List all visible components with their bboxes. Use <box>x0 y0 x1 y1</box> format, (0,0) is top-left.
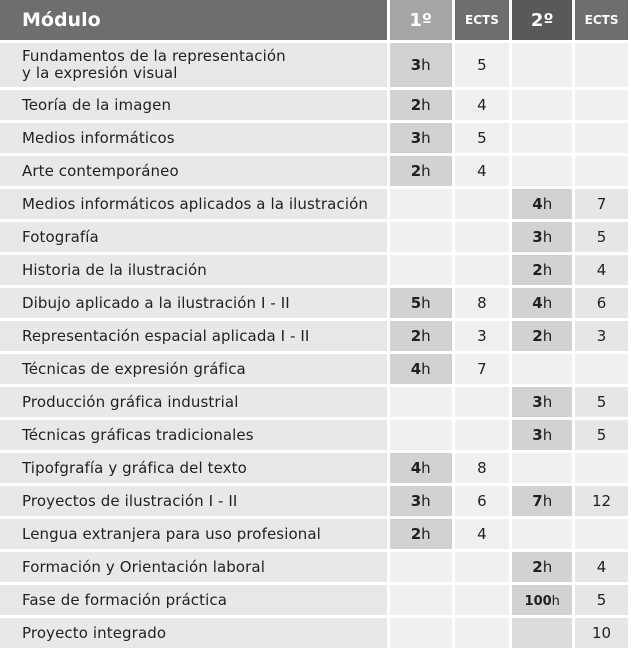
table-row <box>0 387 628 417</box>
module-name-line: Proyecto integrado <box>22 623 167 642</box>
year1-hours-value: 3 <box>410 492 422 510</box>
module-name-line: Teoría de la imagen <box>22 95 172 114</box>
year2-ects: 5 <box>575 222 628 252</box>
year1-hours-unit: h <box>421 492 431 510</box>
year1-hours-unit: h <box>421 129 431 147</box>
year1-hours-unit: h <box>421 162 431 180</box>
table-row <box>0 519 628 549</box>
year2-ects: 5 <box>575 420 628 450</box>
year1-hours <box>390 321 452 351</box>
year2-hours <box>512 43 572 87</box>
year1-hours <box>390 255 452 285</box>
year1-hours-value: 2 <box>410 162 422 180</box>
year2-ects <box>575 453 628 483</box>
year1-ects <box>455 585 510 615</box>
module-name-line: Producción gráfica industrial <box>22 392 239 411</box>
year2-ects: 12 <box>575 486 628 516</box>
header-year-1: 1º <box>390 0 452 40</box>
module-name-line: Medios informáticos aplicados a la ilustración <box>22 194 368 213</box>
year2-ects <box>575 43 628 87</box>
year1-hours-unit: h <box>421 56 431 74</box>
year1-hours <box>390 486 452 516</box>
year1-hours <box>390 222 452 252</box>
year1-hours <box>390 618 452 648</box>
module-name <box>0 222 387 252</box>
year2-hours-value: 7 <box>532 492 543 510</box>
header-module: Módulo <box>0 0 387 40</box>
year2-hours <box>512 189 572 219</box>
module-name-line: Técnicas de expresión gráfica <box>22 359 246 378</box>
table-row <box>0 618 628 648</box>
module-name <box>0 255 387 285</box>
year2-ects: 4 <box>575 552 628 582</box>
year2-hours <box>512 486 572 516</box>
table-row <box>0 156 628 186</box>
module-name <box>0 420 387 450</box>
year2-hours-unit: h <box>542 492 553 510</box>
year2-ects <box>575 90 628 120</box>
module-name <box>0 156 387 186</box>
year1-ects: 8 <box>455 288 510 318</box>
year2-hours <box>512 321 572 351</box>
year2-ects: 4 <box>575 255 628 285</box>
year1-ects <box>455 420 510 450</box>
module-name <box>0 288 387 318</box>
year1-hours <box>390 123 452 153</box>
year1-hours-unit: h <box>421 96 431 114</box>
year1-hours-unit: h <box>421 360 431 378</box>
table-row <box>0 90 628 120</box>
year1-hours <box>390 552 452 582</box>
year2-hours <box>512 585 572 615</box>
year1-hours <box>390 189 452 219</box>
module-name <box>0 585 387 615</box>
year2-hours-unit: h <box>542 294 553 312</box>
table-row <box>0 43 628 87</box>
year2-hours <box>512 519 572 549</box>
table-row <box>0 189 628 219</box>
year1-ects: 4 <box>455 156 510 186</box>
year2-hours-value: 100 <box>524 594 552 609</box>
year1-hours-unit: h <box>421 294 431 312</box>
year1-hours <box>390 387 452 417</box>
module-name <box>0 486 387 516</box>
year2-hours-unit: h <box>542 228 553 246</box>
year2-ects <box>575 123 628 153</box>
year2-hours-value: 2 <box>532 327 543 345</box>
year1-hours <box>390 288 452 318</box>
module-name <box>0 519 387 549</box>
year1-ects: 5 <box>455 43 510 87</box>
year2-hours-unit: h <box>551 594 560 609</box>
year1-hours-value: 5 <box>410 294 422 312</box>
module-name-line: Fotografía <box>22 227 99 246</box>
year2-hours-unit: h <box>542 558 553 576</box>
year2-hours-unit: h <box>542 261 553 279</box>
year1-hours <box>390 519 452 549</box>
year2-hours <box>512 552 572 582</box>
header-ects-1: ECTS <box>455 0 510 40</box>
year1-hours <box>390 585 452 615</box>
year1-hours-value: 2 <box>410 327 422 345</box>
year2-ects: 6 <box>575 288 628 318</box>
year2-hours <box>512 354 572 384</box>
year2-hours <box>512 255 572 285</box>
table-row <box>0 288 628 318</box>
module-name-line: Arte contemporáneo <box>22 161 179 180</box>
year2-hours <box>512 123 572 153</box>
module-name-line: Dibujo aplicado a la ilustración I - II <box>22 293 290 312</box>
year1-hours <box>390 420 452 450</box>
module-name-line: Medios informáticos <box>22 128 175 147</box>
year1-hours-unit: h <box>421 459 431 477</box>
year2-hours-value: 2 <box>532 261 543 279</box>
year2-hours-value: 3 <box>532 393 543 411</box>
year2-hours-unit: h <box>542 327 553 345</box>
year2-hours-unit: h <box>542 195 553 213</box>
table-row <box>0 354 628 384</box>
year2-hours-value: 3 <box>532 426 543 444</box>
table-row <box>0 222 628 252</box>
year2-hours-value: 4 <box>532 195 543 213</box>
module-name-line: y la expresión visual <box>22 64 178 82</box>
year1-hours-unit: h <box>421 525 431 543</box>
year2-ects: 5 <box>575 387 628 417</box>
year1-hours-value: 2 <box>410 96 422 114</box>
table-row <box>0 585 628 615</box>
table-row <box>0 123 628 153</box>
year1-hours <box>390 354 452 384</box>
year1-hours-value: 2 <box>410 525 422 543</box>
module-name-line: Fundamentos de la representación <box>22 47 286 65</box>
year1-hours <box>390 43 452 87</box>
module-name <box>0 552 387 582</box>
table-row <box>0 255 628 285</box>
module-name-line: Tipofgrafía y gráfica del texto <box>22 458 247 477</box>
year1-ects <box>455 189 510 219</box>
year2-hours-value: 3 <box>532 228 543 246</box>
year1-ects: 3 <box>455 321 510 351</box>
table-row <box>0 552 628 582</box>
module-name <box>0 189 387 219</box>
module-name <box>0 354 387 384</box>
year2-ects <box>575 519 628 549</box>
module-name <box>0 43 387 87</box>
module-name <box>0 321 387 351</box>
year1-ects: 5 <box>455 123 510 153</box>
year1-ects: 4 <box>455 519 510 549</box>
module-name-line: Representación espacial aplicada I - II <box>22 326 310 345</box>
module-name <box>0 90 387 120</box>
year2-hours <box>512 453 572 483</box>
module-name-line: Proyectos de ilustración I - II <box>22 491 238 510</box>
header-row <box>0 0 628 40</box>
module-name-line: Formación y Orientación laboral <box>22 557 265 576</box>
year1-hours <box>390 156 452 186</box>
year1-hours-value: 3 <box>410 129 422 147</box>
year2-hours-value: 2 <box>532 558 543 576</box>
year2-ects: 10 <box>575 618 628 648</box>
module-name-line: Técnicas gráficas tradicionales <box>22 425 254 444</box>
year2-hours-unit: h <box>542 393 553 411</box>
year2-hours <box>512 387 572 417</box>
year1-hours <box>390 90 452 120</box>
year2-ects: 5 <box>575 585 628 615</box>
year1-ects: 7 <box>455 354 510 384</box>
module-name <box>0 387 387 417</box>
table-row <box>0 486 628 516</box>
module-name <box>0 618 387 648</box>
year1-ects <box>455 387 510 417</box>
year2-ects: 3 <box>575 321 628 351</box>
year1-hours-unit: h <box>421 327 431 345</box>
header-year-2: 2º <box>512 0 572 40</box>
module-name <box>0 123 387 153</box>
year1-ects <box>455 618 510 648</box>
year1-ects: 6 <box>455 486 510 516</box>
year1-ects <box>455 552 510 582</box>
year2-hours <box>512 420 572 450</box>
year2-hours <box>512 288 572 318</box>
year1-hours-value: 4 <box>410 459 422 477</box>
year1-hours <box>390 453 452 483</box>
module-name-line: Fase de formación práctica <box>22 590 228 609</box>
year2-hours-value: 4 <box>532 294 543 312</box>
year1-ects <box>455 255 510 285</box>
module-name <box>0 453 387 483</box>
year2-ects <box>575 354 628 384</box>
year2-ects <box>575 156 628 186</box>
year1-hours-value: 3 <box>410 56 422 74</box>
year2-hours-unit: h <box>542 426 553 444</box>
year1-ects: 8 <box>455 453 510 483</box>
table-row <box>0 453 628 483</box>
year2-hours <box>512 222 572 252</box>
year2-hours <box>512 90 572 120</box>
year1-ects <box>455 222 510 252</box>
year2-hours <box>512 618 572 648</box>
table-row <box>0 420 628 450</box>
table-row <box>0 321 628 351</box>
module-name-line: Lengua extranjera para uso profesional <box>22 524 321 543</box>
year2-ects: 7 <box>575 189 628 219</box>
year1-ects: 4 <box>455 90 510 120</box>
year2-hours <box>512 156 572 186</box>
year1-hours-value: 4 <box>410 360 422 378</box>
header-ects-2: ECTS <box>575 0 628 40</box>
module-name-line: Historia de la ilustración <box>22 260 207 279</box>
